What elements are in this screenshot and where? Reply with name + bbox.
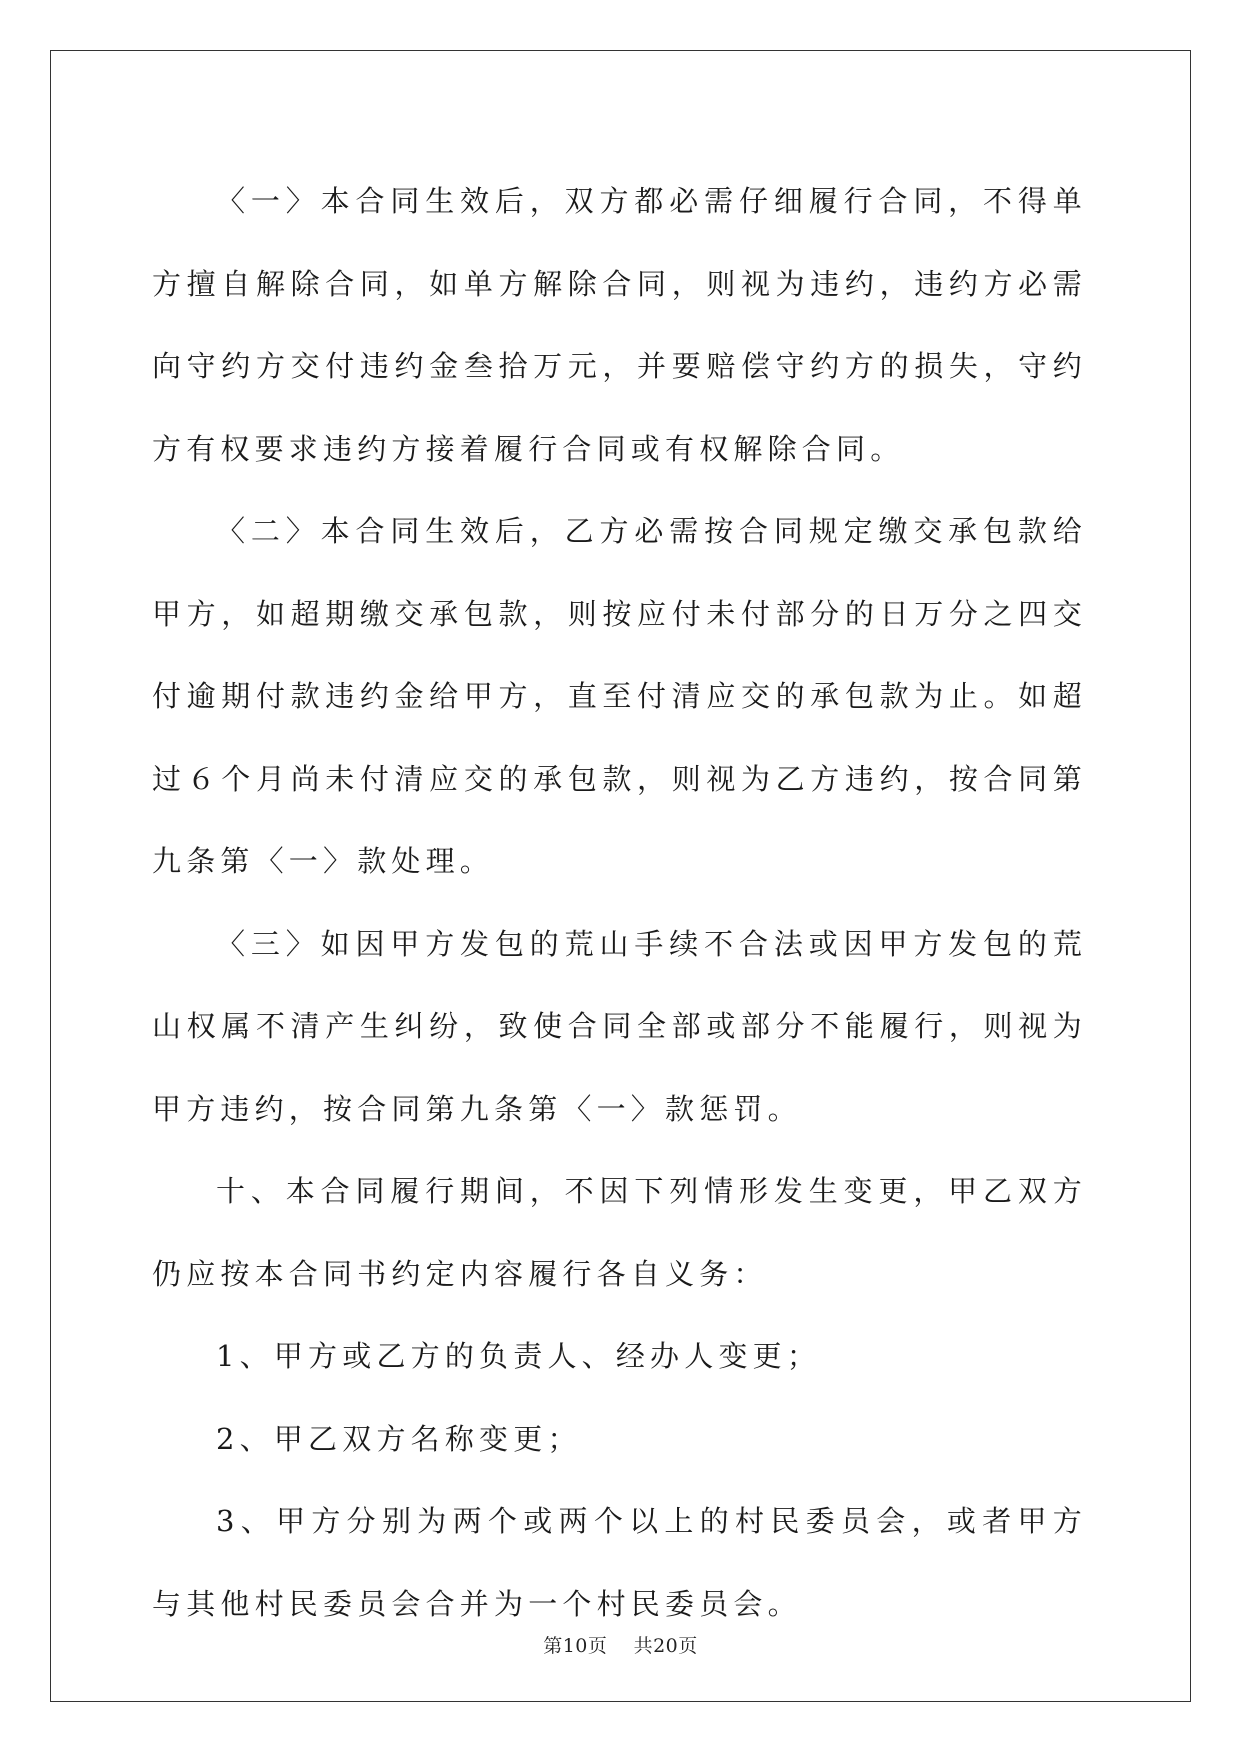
page-number: 第10页 (543, 1635, 608, 1657)
page-total: 共20页 (633, 1635, 698, 1657)
paragraph-clause-9-1: 〈一〉本合同生效后，双方都必需仔细履行合同，不得单方擅自解除合同，如单方解除合同，则视为违约，违约方必需向守约方交付违约金叁拾万元，并要赔偿守约方的损失，守约方有权要求违约方接着履行合同或有权解除合同。 (152, 184, 1087, 466)
list-item-2: 2、甲乙双方名称变更； (216, 1421, 582, 1456)
paragraph-clause-9-3: 〈三〉如因甲方发包的荒山手续不合法或因甲方发包的荒山权属不清产生纠纷，致使合同全部或部分不能履行，则视为甲方违约，按合同第九条第〈一〉款惩罚。 (152, 926, 1087, 1126)
list-item-1: 1、甲方或乙方的负责人、经办人变更； (216, 1339, 822, 1373)
list-item-3: 3、甲方分别为两个或两个以上的村民委员会，或者甲方与其他村民委员会合并为一个村民委员会。 (152, 1504, 1087, 1621)
paragraph-clause-10: 十、本合同履行期间，不因下列情形发生变更，甲乙双方仍应按本合同书约定内容履行各自义务： (152, 1174, 1087, 1291)
document-body (152, 160, 1087, 1645)
paragraph-clause-9-2: 〈二〉本合同生效后，乙方必需按合同规定缴交承包款给甲方，如超期缴交承包款，则按应付未付部分的日万分之四交付逾期付款违约金给甲方，直至付清应交的承包款为止。如超过６个月尚未付清应交的承包款，则视为乙方违约，按合同第九条第〈一〉款处理。 (152, 514, 1087, 878)
page-footer (0, 1631, 1241, 1658)
